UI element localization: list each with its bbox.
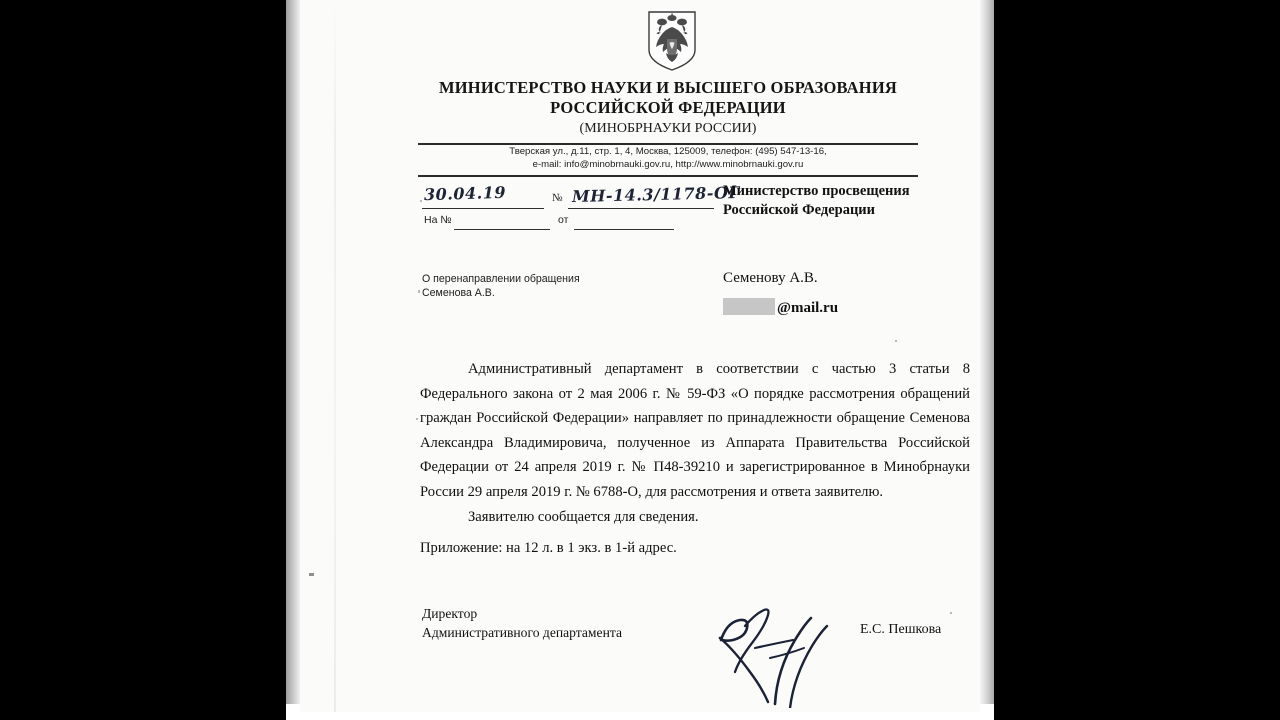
page-right-shadow	[979, 0, 994, 712]
recipient-email-suffix: @mail.ru	[777, 300, 839, 316]
registration-date-rule	[422, 208, 544, 209]
signer-role	[422, 604, 722, 642]
registration-date-handwritten: 30.04.19	[423, 182, 507, 205]
registration-number-rule	[568, 208, 714, 209]
org-title-line-2: РОССИЙСКОЙ ФЕДЕРАЦИИ	[550, 98, 786, 117]
scan-speck	[309, 573, 314, 576]
body-paragraph-2: Заявителю сообщается для сведения.	[468, 508, 699, 525]
reply-date-label: от	[558, 214, 569, 226]
addressee-line-1: Министерство просвещения	[723, 183, 910, 199]
signer-role-line-1: Директор	[422, 606, 478, 621]
reply-to-label: На №	[424, 214, 452, 226]
recipient-name: Семенову А.В.	[723, 270, 818, 286]
scan-speck	[895, 340, 897, 342]
letterbox-left	[0, 0, 286, 720]
organization-title	[418, 78, 918, 139]
org-short-name: (МИНОБРНАУКИ РОССИИ)	[579, 121, 757, 136]
handwritten-signature-icon	[715, 596, 845, 708]
subject-line-1: О перенаправлении обращения	[422, 273, 580, 285]
registration-number-handwritten: МН-14.3/1178-ОГ	[571, 182, 741, 207]
signer-name: Е.С. Пешкова	[860, 622, 942, 637]
letterbox-right	[994, 0, 1280, 720]
subject-block	[422, 272, 692, 300]
reply-date-rule	[574, 229, 674, 230]
contacts-line-2: e-mail: info@minobrnauki.gov.ru, http://www.minobrnauki.gov.ru	[532, 158, 804, 170]
number-symbol: №	[552, 192, 563, 204]
scan-speck	[950, 612, 952, 614]
contacts-line-1: Тверская ул., д.11, стр. 1, 4, Москва, 125009, телефон: (495) 547-13-16,	[509, 146, 827, 157]
email-redaction-box	[723, 298, 775, 315]
subject-line-2: Семенова А.В.	[422, 287, 495, 299]
letterhead-rule-bottom	[418, 175, 918, 177]
addressee-block	[723, 182, 973, 220]
recipient-email-row	[723, 298, 973, 320]
russian-coat-of-arms-icon	[645, 10, 699, 72]
document-body	[420, 357, 970, 529]
up-arrow-cursor-icon	[70, 150, 92, 192]
body-paragraph-1: Административный департамент в соответствии с частью 3 статьи 8 Федерального закона от 2 мая 2006 г. № 59-ФЗ «О порядке рассмотрения обращений граждан Российской Федерации» направляет по принадлежности обращение Семенова Александра Владимировича, полученное из Аппарата Правительства Российской Федерации от 24 апреля 2019 г. № П48-39210 и зарегистрированное в Минобрнауки России 29 апреля 2019 г. № 6788-О, для рассмотрения и ответа заявителю.	[420, 361, 970, 500]
org-title-line-1: МИНИСТЕРСТВО НАУКИ И ВЫСШЕГО ОБРАЗОВАНИЯ	[439, 78, 897, 97]
addressee-line-2: Российской Федерации	[723, 202, 876, 218]
scan-speck	[416, 418, 418, 420]
scan-speck	[418, 290, 420, 293]
letterhead-rule-top	[418, 143, 918, 145]
scan-artifact-streak	[334, 0, 336, 712]
attachment-note: Приложение: на 12 л. в 1 экз. в 1-й адрес.	[420, 540, 677, 556]
organization-contacts	[418, 146, 918, 171]
reply-to-rule	[454, 229, 550, 230]
signer-role-line-2: Административного департамента	[422, 625, 622, 640]
scanned-document-page	[300, 0, 980, 712]
